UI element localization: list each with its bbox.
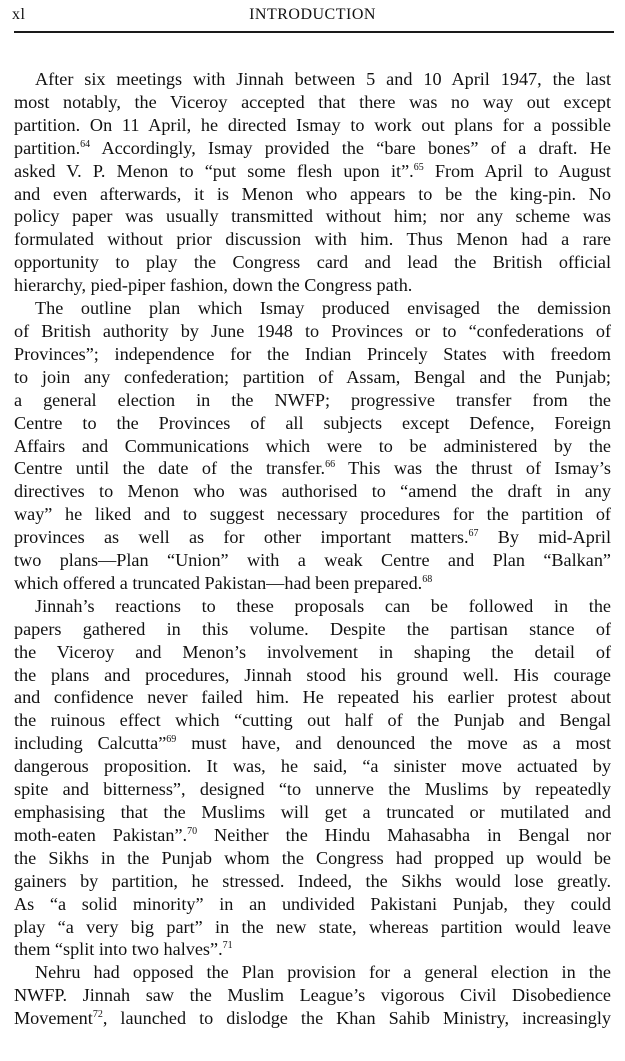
footnote-marker: 66 — [325, 459, 336, 471]
line-text: partition. — [14, 137, 81, 158]
page-number: xl — [12, 6, 26, 23]
line-text: Provinces”; independence for the Indian Princely States with freedom — [14, 343, 611, 364]
text-line — [14, 68, 611, 91]
line-text: spite and bitterness”, designed “to unnerve the Muslims by repeatedly — [14, 779, 611, 800]
line-text: emphasising that the Muslims will get a truncated or mutilated and — [14, 802, 611, 822]
text-line — [14, 595, 611, 618]
line-text: opportunity to play the Congress card and lead the British official — [14, 252, 611, 273]
text-line — [14, 847, 611, 870]
text-line — [14, 664, 611, 687]
line-text: provinces as well as for other important matters. — [14, 527, 469, 548]
text-line — [14, 343, 611, 366]
line-text: NWFP. Jinnah saw the Muslim League’s vigorous Civil Disobedience — [14, 985, 611, 1006]
text-line — [14, 778, 611, 801]
line-text: most notably, the Viceroy accepted that there was no way out except — [14, 91, 611, 112]
line-text: dangerous proposition. It was, he said, “a sinister move actuated by — [14, 756, 611, 777]
line-text: As “a solid minority” in an undivided Pakistani Punjab, they could — [14, 893, 611, 914]
line-text: gainers by partition, he stressed. Indeed, the Sikhs would lose greatly. — [14, 870, 611, 891]
text-line — [14, 641, 611, 664]
text-line — [14, 389, 611, 412]
text-line — [14, 91, 611, 114]
line-text-tail: This was the thrust of Ismay’s — [335, 458, 611, 479]
line-text-tail: Accordingly, Ismay provided the “bare bones” of a draft. He — [90, 137, 611, 158]
footnote-marker: 68 — [422, 573, 433, 585]
line-text: policy paper was usually transmitted without him; nor any scheme was — [14, 206, 611, 227]
footnote-marker: 70 — [187, 825, 198, 837]
line-text: the Viceroy and Menon’s involvement in shaping the detail of — [14, 641, 611, 662]
text-line — [14, 572, 611, 595]
text-line — [14, 824, 611, 847]
text-line — [14, 274, 611, 297]
line-text-tail: From April to August — [423, 160, 611, 181]
text-line — [14, 205, 611, 228]
line-text: Centre until the date of the transfer. — [14, 458, 326, 479]
line-text: Centre to the Provinces of all subjects except Defence, Foreign — [14, 412, 611, 433]
text-line — [14, 709, 611, 732]
text-line — [14, 160, 611, 183]
text-line — [14, 503, 611, 526]
page-header — [0, 6, 625, 28]
text-line — [14, 732, 611, 755]
line-text: Affairs and Communications which were to be administered by the — [14, 435, 611, 456]
line-text: papers gathered in this volume. Despite the partisan stance of — [14, 618, 611, 639]
line-text-tail: , launched to dislodge the Khan Sahib Ministry, increasingly — [102, 1008, 611, 1029]
running-head: INTRODUCTION — [249, 6, 376, 23]
text-line — [14, 137, 611, 160]
text-line — [14, 549, 611, 572]
text-line — [14, 984, 611, 1007]
text-line — [14, 755, 611, 778]
text-line — [14, 435, 611, 458]
line-text: formulated without prior discussion with him. Thus Menon had a rare — [14, 229, 611, 250]
line-text: Jinnah’s reactions to these proposals can be followed in the — [35, 595, 611, 616]
text-line — [14, 251, 611, 274]
line-text: the ruinous effect which “cutting out half of the Punjab and Bengal — [14, 710, 611, 731]
line-text: hierarchy, pied-piper fashion, down the Congress path. — [14, 275, 413, 296]
text-line — [14, 870, 611, 893]
text-line — [14, 686, 611, 709]
line-text: After six meetings with Jinnah between 5 and 10 April 1947, the last — [35, 69, 611, 89]
text-line — [14, 457, 611, 480]
text-line — [14, 114, 611, 137]
line-text: and even afterwards, it is Menon who appears to be the king-pin. No — [14, 183, 611, 204]
line-text: the plans and procedures, Jinnah stood his ground well. His courage — [14, 664, 611, 685]
line-text: and confidence never failed him. He repeated his earlier protest about — [14, 687, 611, 708]
line-text: directives to Menon who was authorised to “amend the draft in any — [14, 481, 611, 502]
text-line — [14, 366, 611, 389]
header-rule — [14, 31, 614, 33]
text-line — [14, 412, 611, 435]
text-line — [14, 916, 611, 939]
line-text: them “split into two halves”. — [14, 939, 223, 960]
line-text: partition. On 11 April, he directed Ismay to work out plans for a possible — [14, 114, 611, 135]
footnote-marker: 69 — [166, 734, 177, 746]
line-text: including Calcutta” — [14, 733, 167, 754]
footnote-marker: 64 — [80, 138, 91, 150]
text-line — [14, 893, 611, 916]
text-line — [14, 801, 611, 824]
text-line — [14, 320, 611, 343]
line-text-tail: Neither the Hindu Mahasabha in Bengal nor — [197, 824, 611, 845]
line-text: play “a very big part” in the new state, whereas partition would leave — [14, 916, 611, 937]
text-line — [14, 183, 611, 206]
line-text: the Sikhs in the Punjab whom the Congress had propped up would be — [14, 847, 611, 868]
line-text: Movement — [14, 1008, 93, 1029]
footnote-marker: 67 — [468, 528, 479, 540]
line-text: moth-eaten Pakistan”. — [14, 824, 188, 845]
text-line — [14, 526, 611, 549]
line-text: of British authority by June 1948 to Provinces or to “confederations of — [14, 320, 611, 341]
line-text: asked V. P. Menon to “put some flesh upon it”. — [14, 160, 414, 181]
text-line — [14, 961, 611, 984]
text-line — [14, 1007, 611, 1030]
footnote-marker: 72 — [92, 1009, 103, 1021]
text-line — [14, 480, 611, 503]
line-text: way” he liked and to suggest necessary procedures for the partition of — [14, 504, 611, 525]
line-text: Nehru had opposed the Plan provision for a general election in the — [35, 962, 611, 983]
footnote-marker: 65 — [413, 161, 424, 173]
footnote-marker: 71 — [222, 940, 233, 952]
text-line — [14, 297, 611, 320]
text-line — [14, 938, 611, 961]
line-text: which offered a truncated Pakistan—had been prepared. — [14, 572, 423, 593]
line-text-tail: By mid-April — [478, 527, 611, 548]
line-text: to join any confederation; partition of Assam, Bengal and the Punjab; — [14, 366, 611, 387]
body-text — [14, 68, 611, 1030]
text-line — [14, 618, 611, 641]
line-text: two plans—Plan “Union” with a weak Centre and Plan “Balkan” — [14, 550, 611, 571]
text-line — [14, 228, 611, 251]
line-text: The outline plan which Ismay produced envisaged the demission — [35, 298, 611, 319]
line-text-tail: must have, and denounced the move as a most — [176, 733, 611, 754]
line-text: a general election in the NWFP; progressive transfer from the — [14, 389, 611, 410]
